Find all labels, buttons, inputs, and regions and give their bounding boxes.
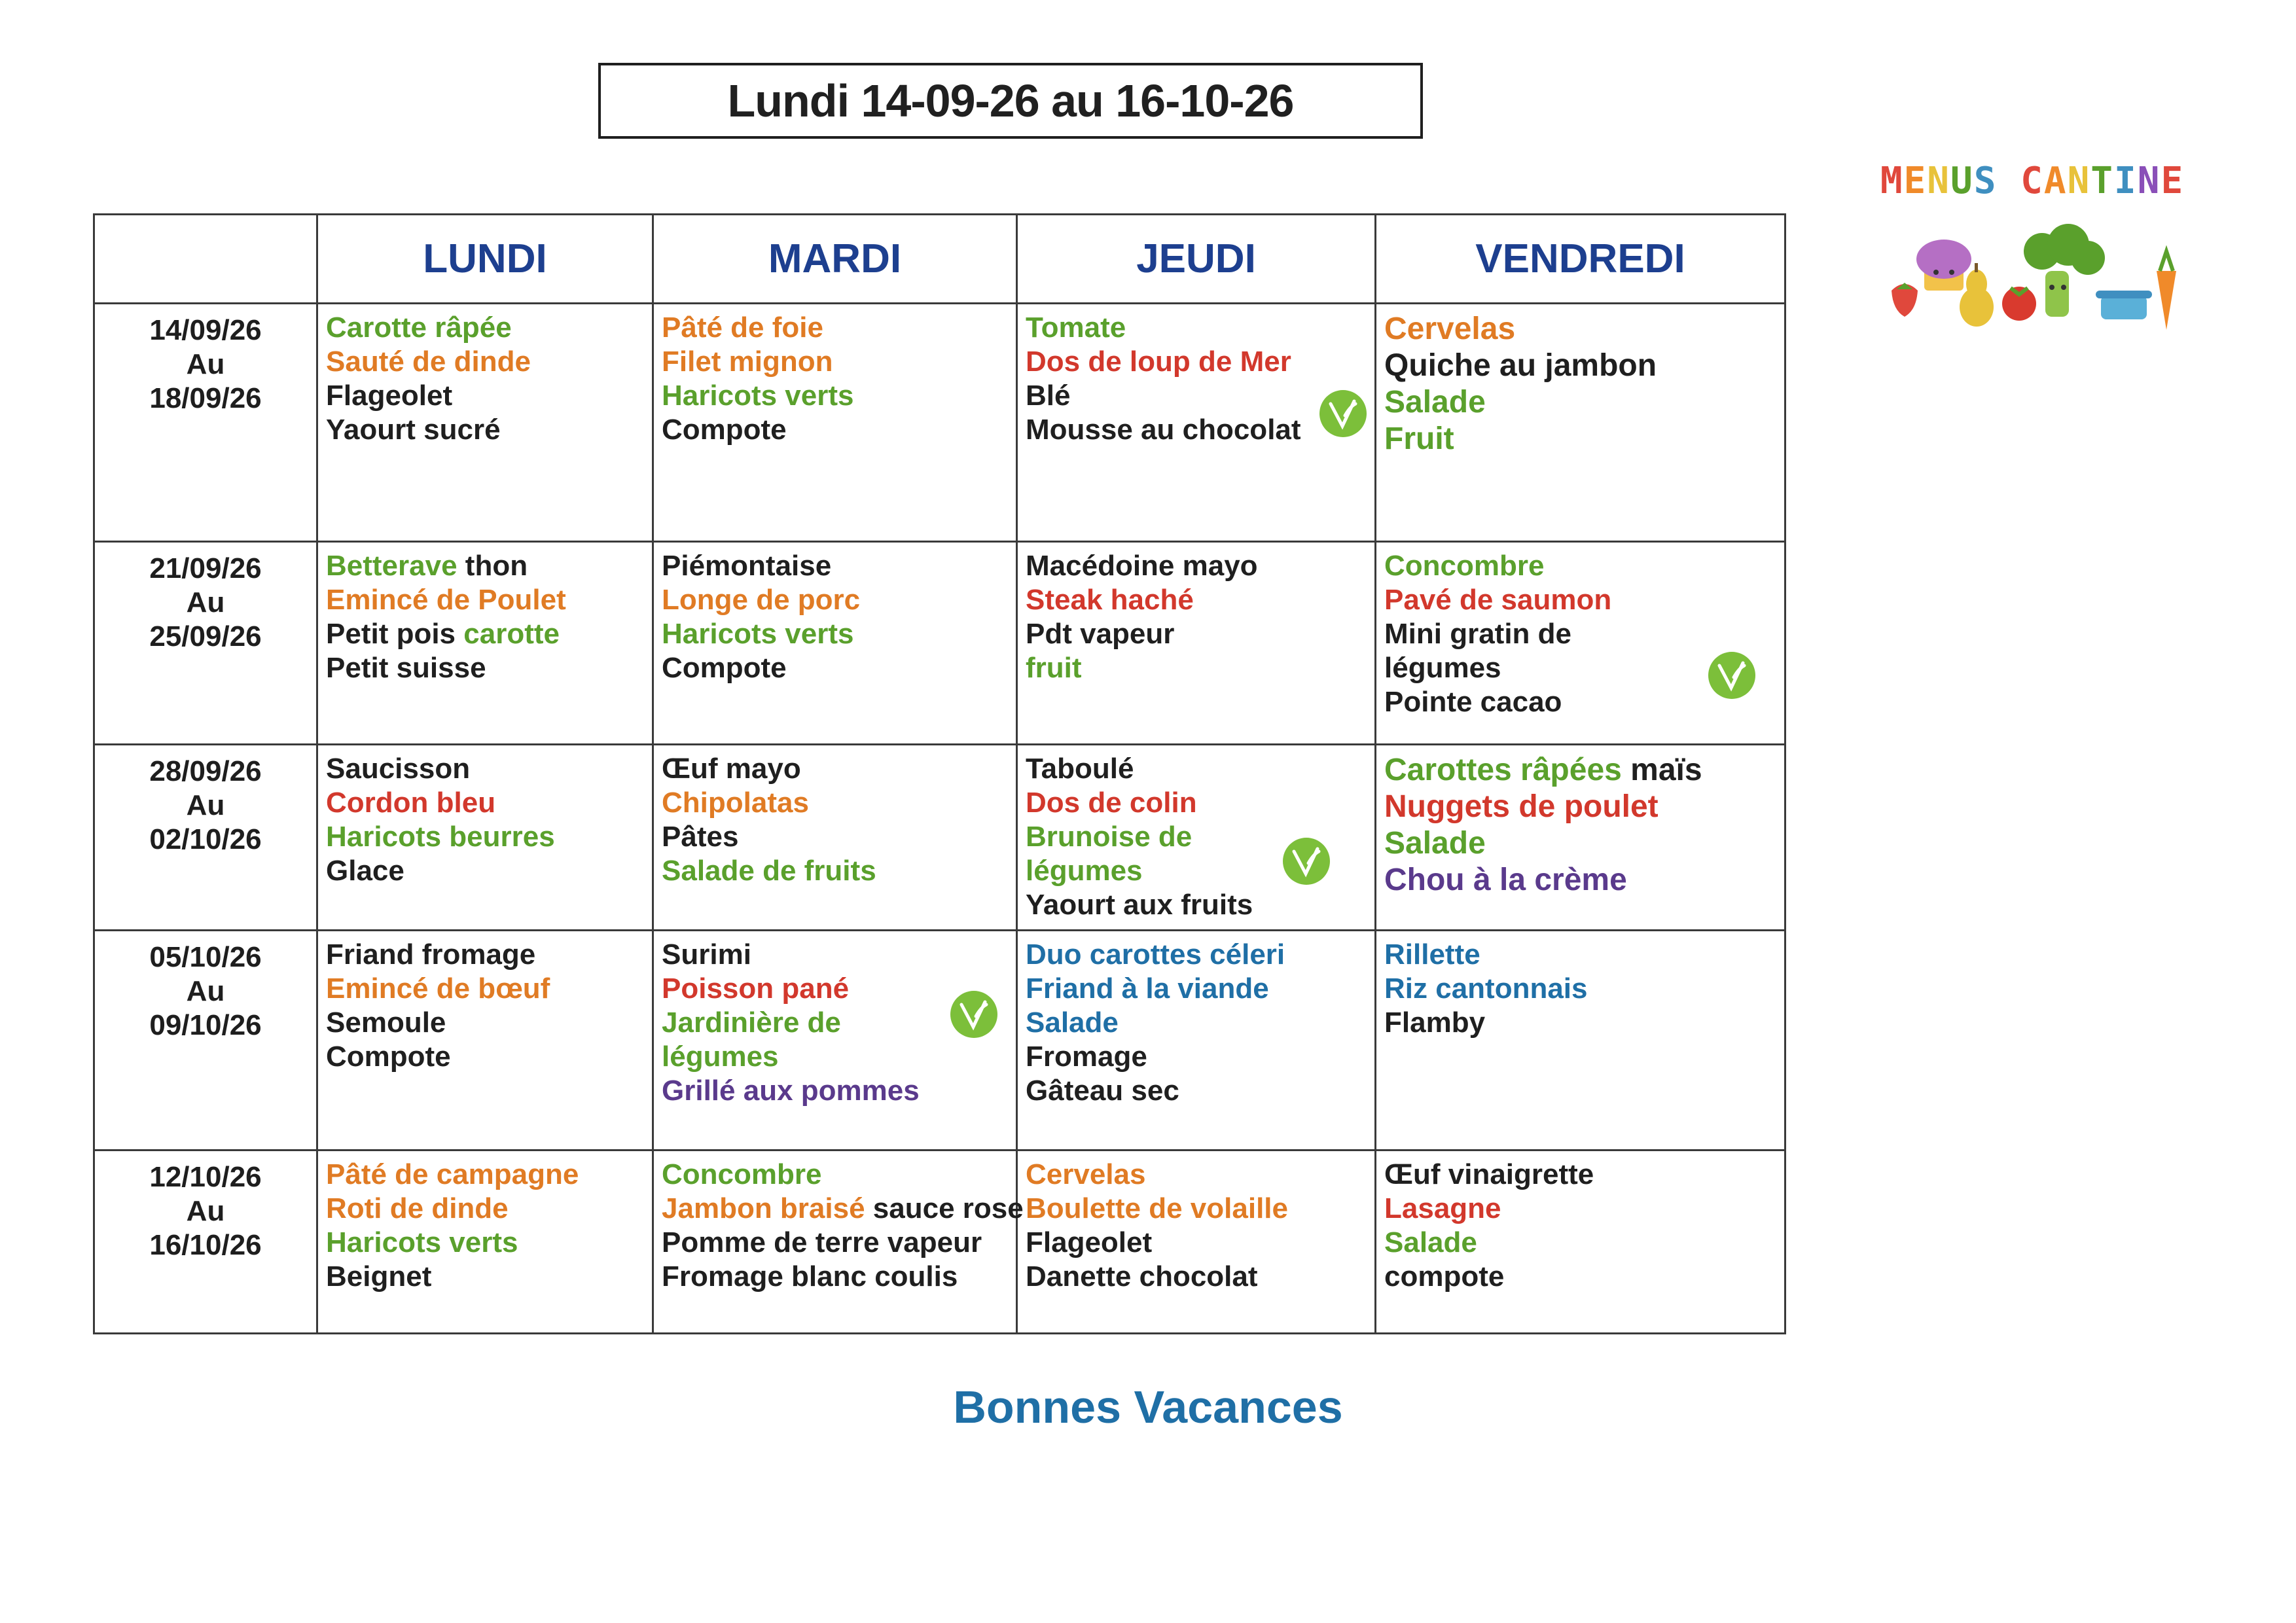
dish-text: Salade <box>1384 385 1486 419</box>
dish-text: Piémontaise <box>662 550 832 582</box>
dish-line <box>326 583 652 617</box>
dish-line <box>1026 311 1374 345</box>
dish-line <box>326 820 652 854</box>
dish-text: Pâté de campagne <box>326 1158 579 1190</box>
menu-cell-mardi <box>653 745 1017 931</box>
dish-text: Emincé de Poulet <box>326 584 566 616</box>
vegetable-characters-icon <box>1878 219 2186 330</box>
menu-cell-jeudi <box>1017 1150 1376 1334</box>
menus-cantine-logo <box>1878 160 2186 336</box>
menu-cell-vendredi <box>1376 931 1785 1150</box>
dish-text: Concombre <box>1384 550 1545 582</box>
dish-line <box>1026 1260 1374 1294</box>
menu-body <box>94 304 1785 1334</box>
menu-cell-vendredi <box>1376 304 1785 542</box>
corner-cell <box>94 215 317 304</box>
dish-text: Fruit <box>1384 421 1454 456</box>
dish-text: Brunoise de <box>1026 821 1193 853</box>
dish-text: Salade de fruits <box>662 855 876 887</box>
week-dates <box>94 542 317 745</box>
week-start-date: 14/09/26 <box>149 314 262 346</box>
dish-text: Œuf mayo <box>662 753 801 785</box>
dish-text: Cervelas <box>1384 312 1516 346</box>
dish-line <box>1384 348 1784 384</box>
header-jeudi: JEUDI <box>1017 215 1376 304</box>
dish-text: Petit suisse <box>326 652 486 684</box>
dish-line <box>326 311 652 345</box>
dish-line <box>662 549 1016 583</box>
dish-line <box>662 1226 1016 1260</box>
week-row <box>94 745 1785 931</box>
dish-text: Roti de dinde <box>326 1192 509 1224</box>
dish-line <box>326 617 652 651</box>
dish-text: Pavé de saumon <box>1384 584 1612 616</box>
dish-line <box>1026 1158 1374 1192</box>
dish-text: Compote <box>662 414 787 446</box>
dish-text: Carottes râpées <box>1384 753 1622 787</box>
menu-cell-jeudi <box>1017 931 1376 1150</box>
dish-text: Beignet <box>326 1260 432 1293</box>
menu-cell-vendredi <box>1376 542 1785 745</box>
dish-text: Chipolatas <box>662 787 809 819</box>
dish-text: Pointe cacao <box>1384 686 1562 718</box>
dish-text: Haricots verts <box>326 1226 518 1258</box>
menu-cell-mardi <box>653 1150 1024 1334</box>
dish-line <box>326 651 652 685</box>
dish-text: Jambon braisé <box>662 1192 865 1224</box>
dish-line <box>662 1040 1016 1074</box>
dish-text: Salade <box>1384 826 1486 861</box>
dish-text: Haricots verts <box>662 380 854 412</box>
menu-cell-lundi <box>317 304 653 542</box>
dish-line <box>1026 549 1374 583</box>
week-end-date: 02/10/26 <box>149 823 262 855</box>
dish-line <box>326 786 652 820</box>
vegetarian-leaf-icon <box>1282 837 1331 885</box>
dish-line <box>1026 651 1374 685</box>
week-row <box>94 542 1785 745</box>
dish-line <box>1026 1040 1374 1074</box>
dish-text: Mousse au chocolat <box>1026 414 1301 446</box>
dish-text: Fromage blanc coulis <box>662 1260 958 1293</box>
dish-line <box>326 1260 652 1294</box>
dish-text: légumes <box>662 1041 779 1073</box>
dish-text: Chou à la crème <box>1384 863 1627 897</box>
dish-text: Macédoine mayo <box>1026 550 1258 582</box>
vegetarian-leaf-icon <box>1708 651 1756 700</box>
dish-line <box>1384 1192 1784 1226</box>
dish-text: Taboulé <box>1026 753 1134 785</box>
header-row <box>94 215 1785 304</box>
dish-line <box>1384 311 1784 348</box>
dish-text: maïs <box>1621 753 1702 787</box>
dish-line <box>1384 1158 1784 1192</box>
dish-text: Semoule <box>326 1007 446 1039</box>
header-vendredi: VENDREDI <box>1376 215 1785 304</box>
dish-line <box>1384 972 1784 1006</box>
dish-text: Flamby <box>1384 1007 1486 1039</box>
dish-text: Rillette <box>1384 938 1480 971</box>
dish-line <box>326 413 652 447</box>
dish-text: Riz cantonnais <box>1384 972 1588 1005</box>
dish-text: Concombre <box>662 1158 822 1190</box>
footer-message: Bonnes Vacances <box>953 1382 1343 1433</box>
dish-line <box>662 651 1016 685</box>
dish-text: Saucisson <box>326 753 471 785</box>
vegetarian-leaf-icon <box>950 990 998 1039</box>
dish-line <box>326 752 652 786</box>
dish-text: Fromage <box>1026 1041 1147 1073</box>
dish-line <box>1384 583 1784 617</box>
dish-text: Carotte râpée <box>326 312 512 344</box>
week-end-date: 25/09/26 <box>149 620 262 652</box>
dish-text: thon <box>457 550 528 582</box>
week-end-date: 16/10/26 <box>149 1229 262 1261</box>
weekly-menu-table <box>93 213 1786 1334</box>
dish-text: Grillé aux pommes <box>662 1075 920 1107</box>
menu-period-title: Lundi 14-09-26 au 16-10-26 <box>598 63 1423 139</box>
menu-cell-jeudi <box>1017 542 1376 745</box>
dish-line <box>1026 1006 1374 1040</box>
header-mardi: MARDI <box>653 215 1017 304</box>
dish-text: Cervelas <box>1026 1158 1146 1190</box>
dish-line <box>662 1158 1016 1192</box>
dish-text: Flageolet <box>326 380 453 412</box>
week-start-date: 12/10/26 <box>149 1161 262 1193</box>
dish-text: Betterave <box>326 550 457 582</box>
week-start-date: 21/09/26 <box>149 552 262 584</box>
week-row <box>94 931 1785 1150</box>
menu-cell-jeudi <box>1017 304 1376 542</box>
dish-text: Longe de porc <box>662 584 861 616</box>
dish-text: Lasagne <box>1384 1192 1501 1224</box>
dish-text: légumes <box>1026 855 1143 887</box>
dish-text: Filet mignon <box>662 346 833 378</box>
dish-text: carotte <box>463 618 560 650</box>
dish-line <box>1384 752 1784 789</box>
dish-text: Sauté de dinde <box>326 346 531 378</box>
dish-line <box>1384 862 1784 899</box>
dish-text: Haricots beurres <box>326 821 555 853</box>
dish-line <box>1384 421 1784 457</box>
dish-text: Compote <box>326 1041 451 1073</box>
dish-line <box>662 379 1016 413</box>
dish-line <box>326 938 652 972</box>
week-dates <box>94 931 317 1150</box>
dish-text: Blé <box>1026 380 1071 412</box>
dish-line <box>326 1192 652 1226</box>
week-dates <box>94 745 317 931</box>
dish-line <box>1384 617 1784 651</box>
dish-line <box>1384 789 1784 825</box>
dish-text: Surimi <box>662 938 751 971</box>
dish-line <box>1384 549 1784 583</box>
dish-line <box>662 1074 1016 1108</box>
header-lundi: LUNDI <box>317 215 653 304</box>
dish-text: légumes <box>1384 652 1501 684</box>
dish-text: Pomme de terre vapeur <box>662 1226 982 1258</box>
dish-text: Gâteau sec <box>1026 1075 1179 1107</box>
dish-line <box>326 972 652 1006</box>
date-separator: Au <box>186 1195 225 1227</box>
date-separator: Au <box>186 789 225 821</box>
dish-text: fruit <box>1026 652 1082 684</box>
dish-text: Compote <box>662 652 787 684</box>
dish-text: Tomate <box>1026 312 1126 344</box>
dish-line <box>326 549 652 583</box>
dish-text: Duo carottes céleri <box>1026 938 1285 971</box>
menu-cell-mardi <box>653 304 1017 542</box>
menu-cell-vendredi <box>1376 745 1785 931</box>
dish-line <box>662 786 1016 820</box>
dish-line <box>1026 752 1374 786</box>
dish-text: Pdt vapeur <box>1026 618 1175 650</box>
dish-text: Poisson pané <box>662 972 850 1005</box>
dish-line <box>662 1260 1016 1294</box>
dish-text: compote <box>1384 1260 1505 1293</box>
dish-line <box>662 583 1016 617</box>
dish-line <box>1026 786 1374 820</box>
week-end-date: 09/10/26 <box>149 1009 262 1041</box>
menu-cell-lundi <box>317 1150 653 1334</box>
dish-text: Steak haché <box>1026 584 1194 616</box>
dish-text: Cordon bleu <box>326 787 496 819</box>
dish-text: Yaourt aux fruits <box>1026 889 1253 921</box>
dish-line <box>1026 1074 1374 1108</box>
dish-line <box>1384 1226 1784 1260</box>
dish-line <box>326 345 652 379</box>
dish-text: Œuf vinaigrette <box>1384 1158 1594 1190</box>
dish-text: Pâté de foie <box>662 312 823 344</box>
dish-line <box>662 820 1016 854</box>
dish-line <box>1026 972 1374 1006</box>
dish-line <box>1026 938 1374 972</box>
dish-line <box>1384 938 1784 972</box>
dish-text: Friand à la viande <box>1026 972 1269 1005</box>
dish-text: Dos de colin <box>1026 787 1197 819</box>
dish-line <box>326 1040 652 1074</box>
menu-cell-jeudi <box>1017 745 1376 931</box>
dish-text: Yaourt sucré <box>326 414 501 446</box>
date-separator: Au <box>186 586 225 618</box>
dish-line <box>326 1158 652 1192</box>
dish-line <box>662 854 1016 888</box>
dish-text: Dos de loup de Mer <box>1026 346 1291 378</box>
menu-cell-mardi <box>653 931 1017 1150</box>
dish-line <box>326 854 652 888</box>
dish-text: Quiche au jambon <box>1384 348 1657 383</box>
dish-text: Haricots verts <box>662 618 854 650</box>
menu-cell-vendredi <box>1376 1150 1785 1334</box>
dish-line <box>662 413 1016 447</box>
week-start-date: 28/09/26 <box>149 755 262 787</box>
dish-text: sauce rose <box>865 1192 1024 1224</box>
dish-text: Petit pois <box>326 618 464 650</box>
dish-text: Glace <box>326 855 404 887</box>
dish-line <box>326 1006 652 1040</box>
dish-line <box>1384 825 1784 862</box>
dish-line <box>662 1192 1024 1226</box>
dish-text: Emincé de bœuf <box>326 972 550 1005</box>
date-separator: Au <box>186 348 225 380</box>
dish-text: Salade <box>1384 1226 1477 1258</box>
dish-text: Nuggets de poulet <box>1384 789 1659 824</box>
dish-line <box>662 938 1016 972</box>
dish-line <box>662 345 1016 379</box>
dish-text: Danette chocolat <box>1026 1260 1258 1293</box>
dish-text: Salade <box>1026 1007 1119 1039</box>
dish-line <box>1026 583 1374 617</box>
week-end-date: 18/09/26 <box>149 382 262 414</box>
dish-line <box>326 379 652 413</box>
date-separator: Au <box>186 975 225 1007</box>
week-row <box>94 304 1785 542</box>
dish-line <box>1384 384 1784 421</box>
menu-cell-mardi <box>653 542 1017 745</box>
week-row <box>94 1150 1785 1334</box>
dish-text: Jardinière de <box>662 1007 841 1039</box>
dish-line <box>1026 345 1374 379</box>
dish-text: Mini gratin de <box>1384 618 1571 650</box>
dish-line <box>1026 1226 1374 1260</box>
dish-line <box>662 752 1016 786</box>
dish-line <box>1026 888 1374 922</box>
logo-title: MENUS CANTINE <box>1880 160 2185 202</box>
dish-line <box>1384 1006 1784 1040</box>
dish-text: Boulette de volaille <box>1026 1192 1288 1224</box>
dish-line <box>1384 1260 1784 1294</box>
week-dates <box>94 304 317 542</box>
dish-text: Friand fromage <box>326 938 536 971</box>
dish-text: Pâtes <box>662 821 739 853</box>
menu-cell-lundi <box>317 745 653 931</box>
dish-line <box>1026 1192 1374 1226</box>
dish-line <box>326 1226 652 1260</box>
dish-text: Flageolet <box>1026 1226 1153 1258</box>
vegetarian-leaf-icon <box>1319 389 1367 438</box>
menu-cell-lundi <box>317 542 653 745</box>
week-dates <box>94 1150 317 1334</box>
dish-line <box>1026 617 1374 651</box>
dish-line <box>662 311 1016 345</box>
dish-line <box>662 617 1016 651</box>
menu-cell-lundi <box>317 931 653 1150</box>
week-start-date: 05/10/26 <box>149 941 262 973</box>
